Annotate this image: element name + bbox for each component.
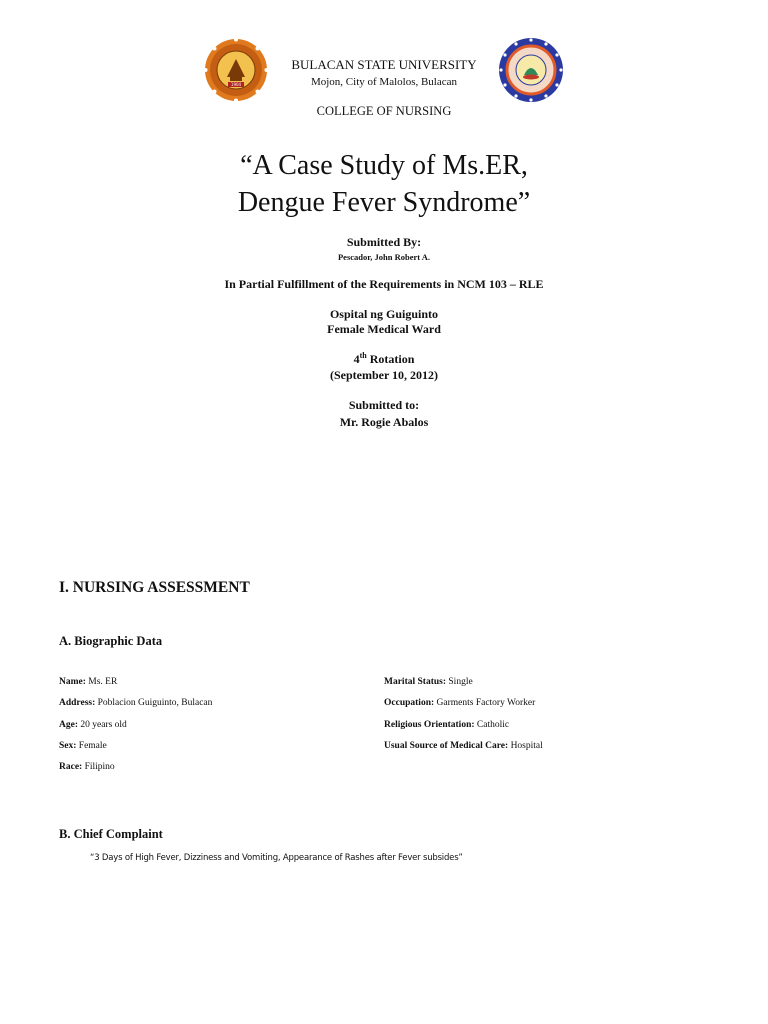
rotation-suffix: th: [359, 351, 367, 360]
field-sex: Sex: Female: [59, 741, 107, 751]
field-marital-status: Marital Status: Single: [384, 677, 473, 687]
university-address: Mojon, City of Malolos, Bulacan: [310, 76, 458, 88]
hospital-name: Ospital ng Guiguinto: [329, 307, 439, 321]
university-name: BULACAN STATE UNIVERSITY: [291, 57, 477, 72]
field-religious-orientation: Religious Orientation: Catholic: [384, 720, 510, 730]
biographic-data-heading: A. Biographic Data: [59, 634, 163, 648]
field-occupation: Occupation: Garments Factory Worker: [384, 698, 536, 708]
chief-complaint-text: “3 Days of High Fever, Dizziness and Vomiting, Appearance of Rashes after Fever subsides”: [90, 853, 463, 863]
author-name: Pescador, John Robert A.: [337, 252, 430, 262]
field-race: Race: Filipino: [59, 762, 115, 772]
adviser-name: Mr. Rogie Abalos: [339, 415, 429, 429]
ward-name: Female Medical Ward: [327, 322, 441, 336]
rotation-date: (September 10, 2012): [329, 368, 439, 382]
submitted-to-label: Submitted to:: [348, 398, 420, 412]
field-usual-source-of-care: Usual Source of Medical Care: Hospital: [384, 741, 543, 751]
chief-complaint-heading: B. Chief Complaint: [59, 827, 163, 841]
nursing-assessment-heading: I. NURSING ASSESSMENT: [59, 579, 250, 596]
case-study-title-line-1: “A Case Study of Ms.ER,: [240, 150, 528, 181]
fulfillment-statement: In Partial Fulfillment of the Requirements in NCM 103 – RLE: [224, 277, 544, 291]
field-name: Name: Ms. ER: [59, 677, 118, 687]
field-age: Age: 20 years old: [59, 720, 127, 730]
case-study-title-line-2: Dengue Fever Syndrome”: [237, 187, 531, 218]
field-address: Address: Poblacion Guiguinto, Bulacan: [59, 698, 213, 708]
rotation-label: [0, 351, 768, 367]
rotation-number: 4: [353, 352, 360, 366]
college-name: COLLEGE OF NURSING: [316, 104, 452, 118]
submitted-by-label: Submitted By:: [346, 235, 422, 249]
rotation-word: Rotation: [366, 352, 415, 366]
svg-text:1904: 1904: [230, 82, 242, 87]
